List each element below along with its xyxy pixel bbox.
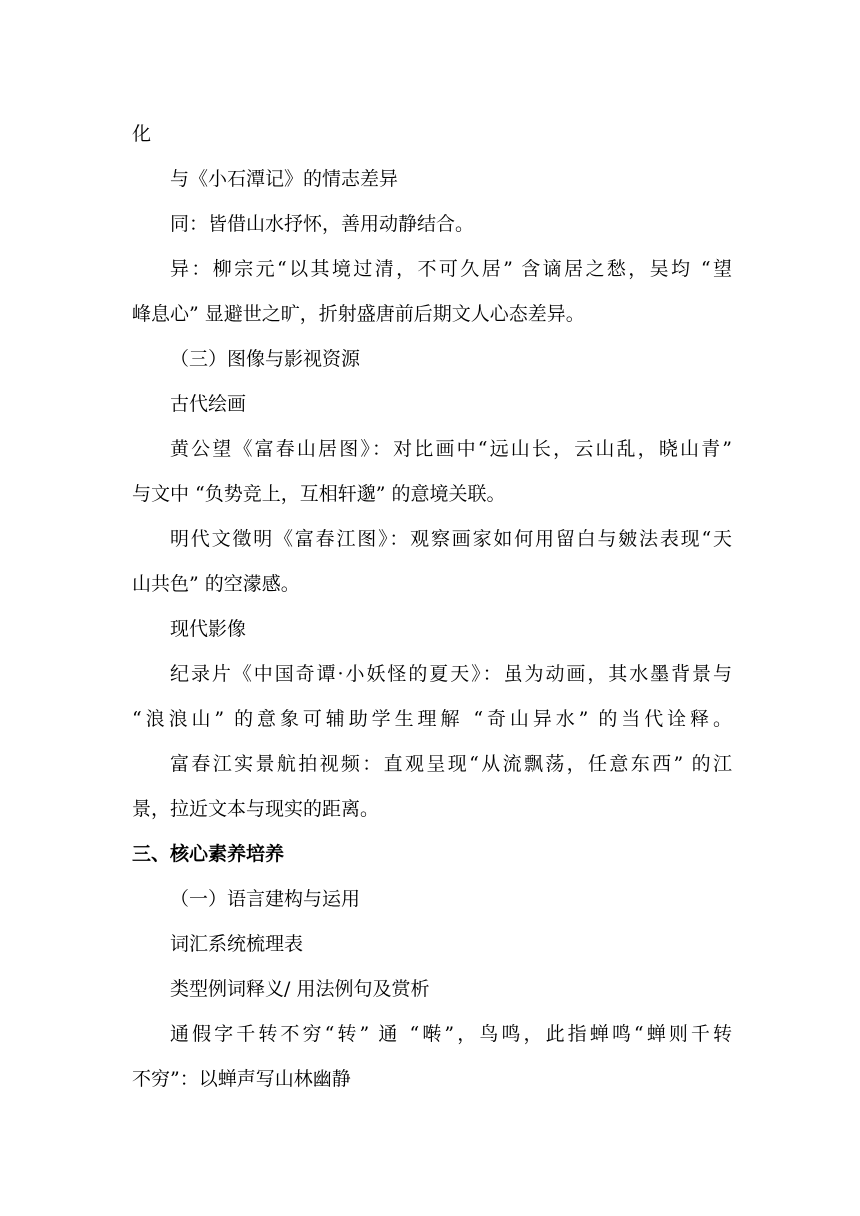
- paragraph-line: 黄公望《富春山居图》：对比画中“远山长，云山乱，晓山青”: [170, 438, 732, 460]
- subsection-title: 词汇系统梳理表: [170, 933, 304, 955]
- paragraph-line: 峰息心” 显避世之旷，折射盛唐前后期文人心态差异。: [132, 303, 585, 325]
- paragraph-line: 景，拉近文本与现实的距离。: [132, 798, 380, 820]
- subsection-title: 与《小石潭记》的情志差异: [170, 168, 399, 190]
- section-heading: 三、核心素养培养: [132, 843, 285, 865]
- paragraph-line: 不穷”：以蝉声写山林幽静: [132, 1068, 351, 1090]
- paragraph-line: 通假字千转不穷“转” 通 “啭”，鸟鸣，此指蝉鸣“蝉则千转: [170, 1023, 732, 1045]
- document-body: [132, 112, 732, 1102]
- paragraph-line: 纪录片《中国奇谭·小妖怪的夏天》：虽为动画，其水墨背景与: [170, 663, 732, 685]
- paragraph-line: “浪浪山” 的意象可辅助学生理解 “奇山异水” 的当代诠释。: [132, 708, 732, 730]
- subsection-title: 古代绘画: [170, 393, 247, 415]
- paragraph-line: 同：皆借山水抒怀，善用动静结合。: [170, 213, 475, 235]
- table-header-line: 类型例词释义/ 用法例句及赏析: [170, 978, 430, 1000]
- text-line: 化: [132, 123, 152, 145]
- paragraph-line: 明代文徵明《富春江图》：观察画家如何用留白与皴法表现“天: [170, 528, 732, 550]
- paragraph-line: 异：柳宗元“以其境过清，不可久居” 含谪居之愁，吴均 “望: [170, 258, 732, 280]
- paragraph-line: 山共色” 的空濛感。: [132, 573, 300, 595]
- paragraph-line: 富春江实景航拍视频：直观呈现“从流飘荡，任意东西” 的江: [170, 753, 732, 775]
- paragraph-line: 与文中 “负势竞上，互相轩邈” 的意境关联。: [132, 483, 506, 505]
- subsection-title: 现代影像: [170, 618, 247, 640]
- section-subheading: （三）图像与影视资源: [170, 348, 361, 370]
- section-subheading: （一）语言建构与运用: [170, 888, 361, 910]
